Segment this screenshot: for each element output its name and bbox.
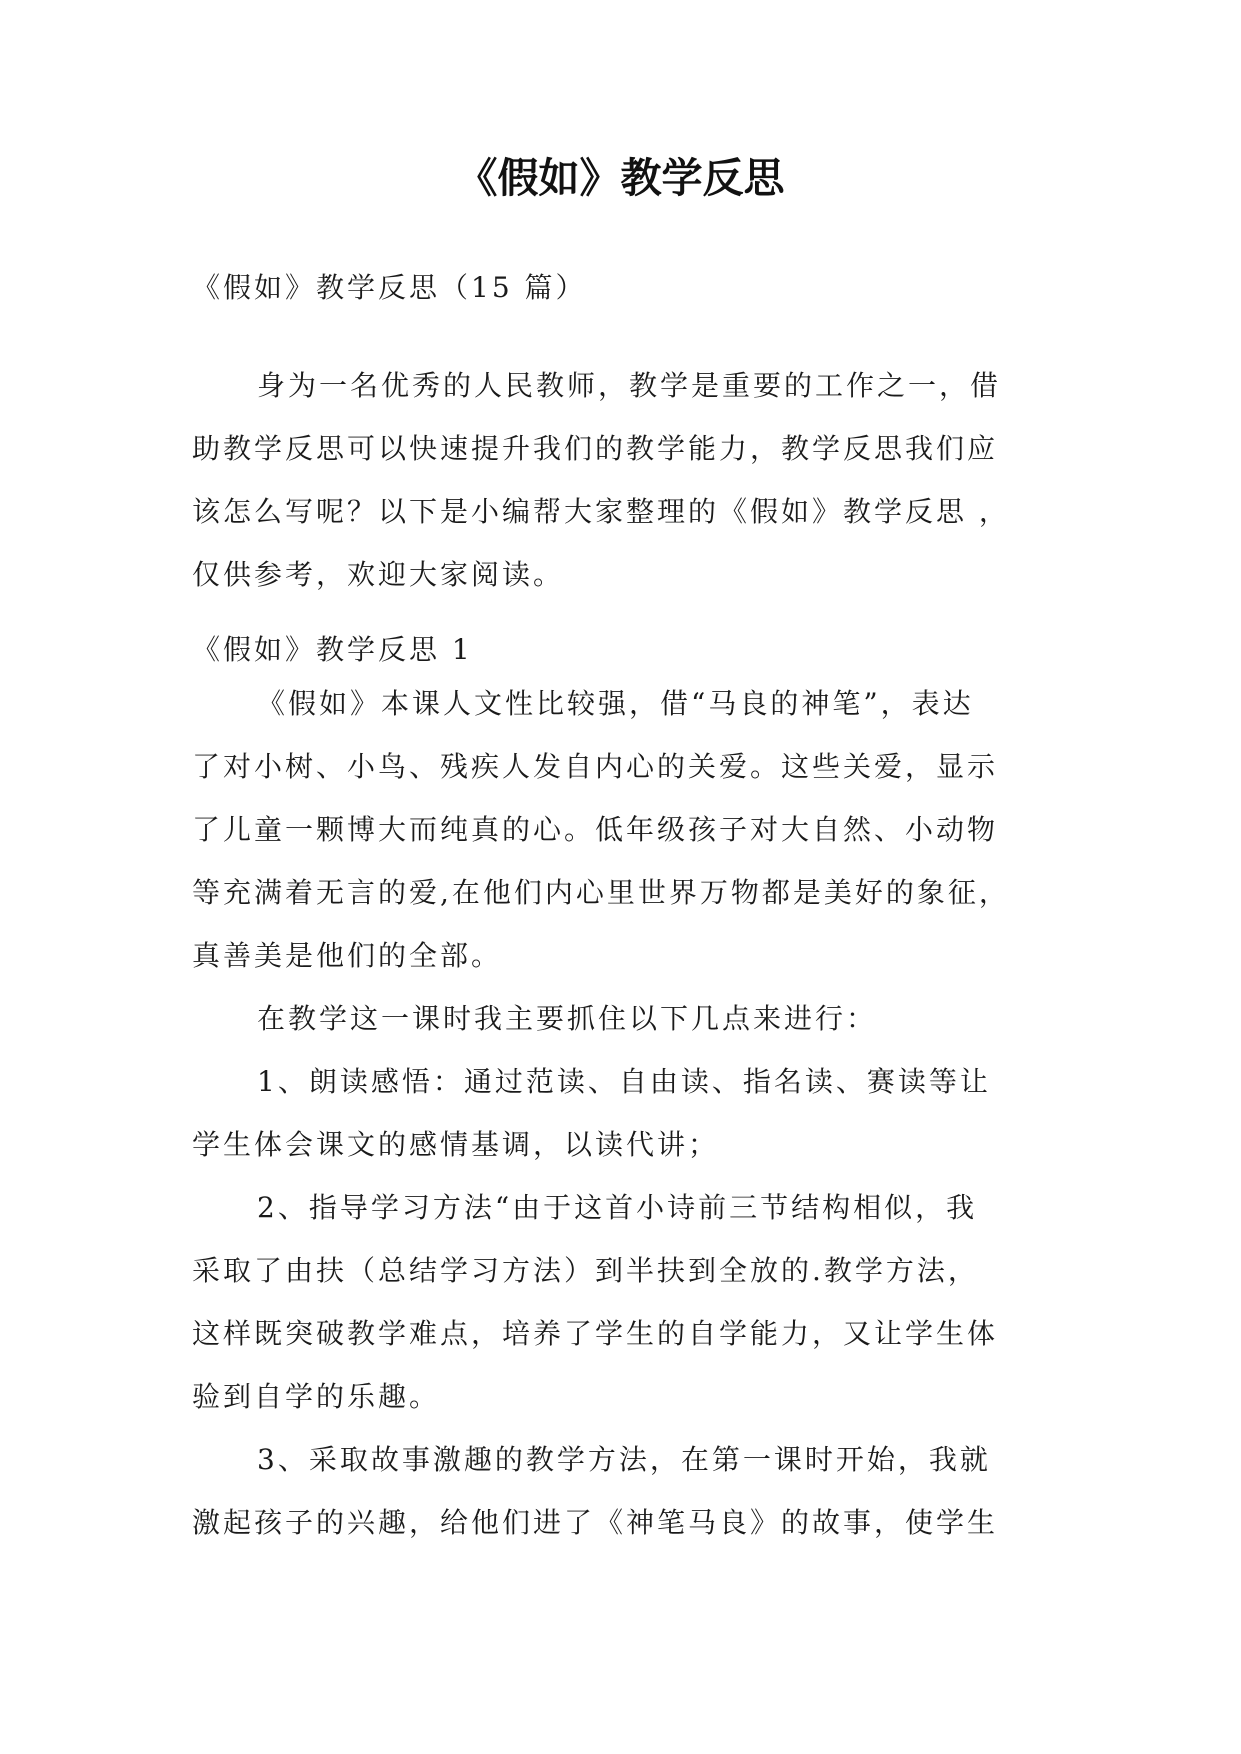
text-line: 这样既突破教学难点，培养了学生的自学能力，又让学生体 xyxy=(192,1317,999,1350)
text-line: 激起孩子的兴趣，给他们进了《神笔马良》的故事，使学生 xyxy=(192,1506,999,1539)
text-line: 《假如》本课人文性比较强，借“马良的神笔”，表达 xyxy=(257,687,974,720)
text-line: 验到自学的乐趣。 xyxy=(192,1380,441,1413)
section-heading-text: 《假如》教学反思 1 xyxy=(192,633,473,666)
text-line: 2、指导学习方法“由于这首小诗前三节结构相似，我 xyxy=(257,1191,978,1224)
text-line: 学生体会课文的感情基调，以读代讲； xyxy=(192,1128,720,1161)
text-line: 身为一名优秀的人民教师，教学是重要的工作之一，借 xyxy=(257,369,1002,402)
document-subtitle xyxy=(192,256,1072,319)
text-line: 等充满着无言的爱,在他们内心里世界万物都是美好的象征， xyxy=(192,876,1010,909)
section-body xyxy=(192,672,1072,1554)
text-line: 采取了由扶（总结学习方法）到半扶到全放的.教学方法， xyxy=(192,1254,979,1287)
document-title: 《假如》教学反思 xyxy=(456,154,785,202)
intro-paragraph xyxy=(192,354,1072,606)
text-line: 助教学反思可以快速提升我们的教学能力，教学反思我们应 xyxy=(192,432,999,465)
subtitle-line: 《假如》教学反思（15 篇） xyxy=(192,271,587,304)
text-line: 该怎么写呢？以下是小编帮大家整理的《假如》教学反思 ， xyxy=(192,495,1010,528)
text-line: 3、采取故事激趣的教学方法，在第一课时开始，我就 xyxy=(257,1443,991,1476)
text-line: 仅供参考，欢迎大家阅读。 xyxy=(192,558,565,591)
text-line: 在教学这一课时我主要抓住以下几点来进行： xyxy=(257,1002,878,1035)
text-line: 真善美是他们的全部。 xyxy=(192,939,503,972)
text-line: 了儿童一颗博大而纯真的心。低年级孩子对大自然、小动物 xyxy=(192,813,999,846)
text-line: 了对小树、小鸟、残疾人发自内心的关爱。这些关爱，显示 xyxy=(192,750,999,783)
text-line: 1、朗读感悟：通过范读、自由读、指名读、赛读等让 xyxy=(257,1065,991,1098)
